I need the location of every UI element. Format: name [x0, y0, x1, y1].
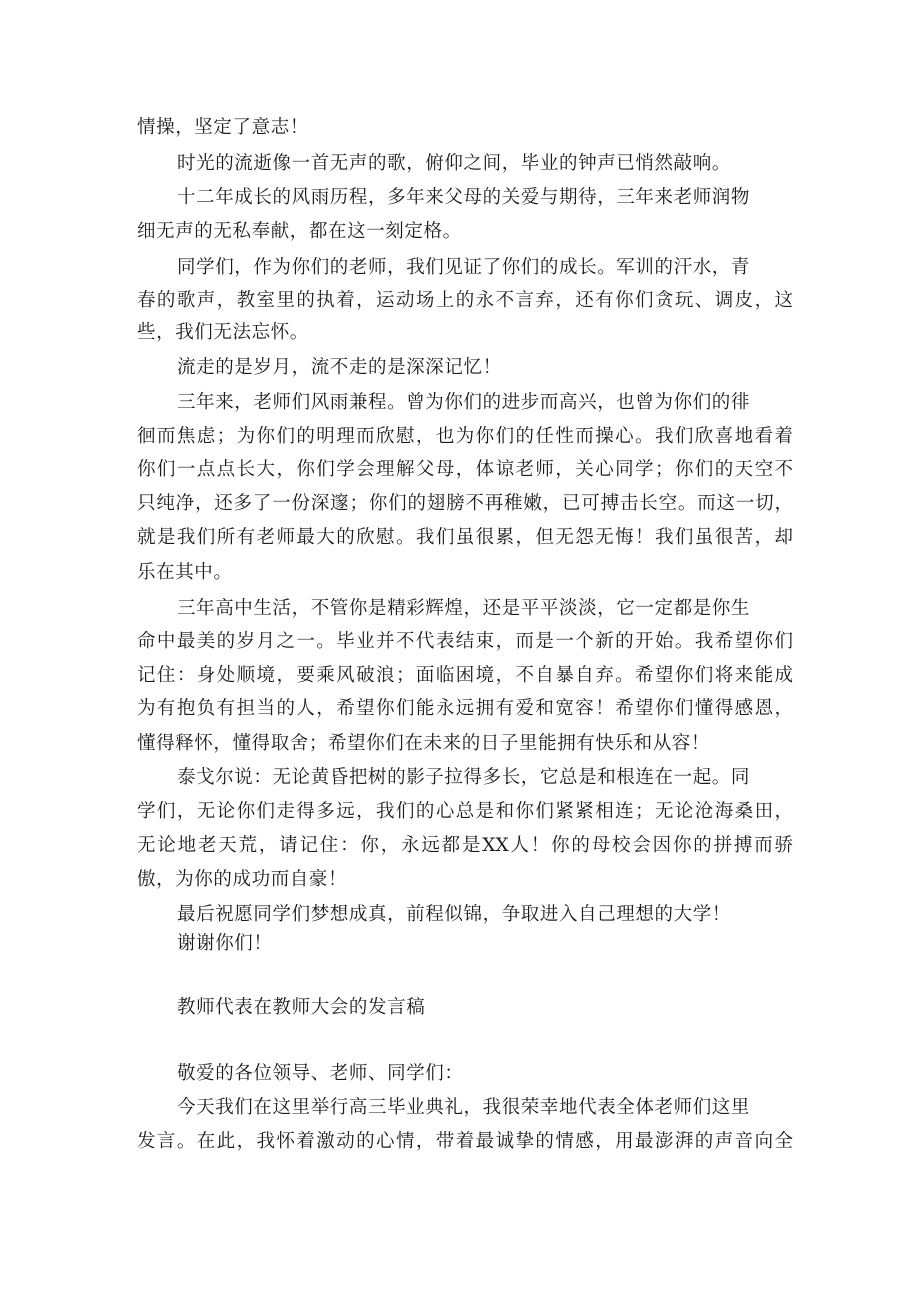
text-line: 懂得释怀，懂得取舍；希望你们在未来的日子里能拥有快乐和从容！ [137, 733, 711, 754]
text-line: 三年来，老师们风雨兼程。曾为你们的进步而高兴，也曾为你们的徘 [177, 392, 751, 413]
text-line: 谢谢你们！ [177, 933, 273, 954]
text-line: 情操，坚定了意志！ [137, 117, 309, 138]
text-line: 徊而焦虑；为你们的明理而欣慰，也为你们的任性而操心。我们欣喜地看着 [137, 426, 793, 447]
text-line: 泰戈尔说：无论黄昏把树的影子拉得多长，它总是和根连在一起。同 [177, 767, 751, 788]
text-line: 记住：身处顺境，要乘风破浪；面临困境，不自暴自弃。希望你们将来能成 [137, 665, 793, 686]
text-line: 乐在其中。 [137, 562, 233, 583]
text-line: 今天我们在这里举行高三毕业典礼，我很荣幸地代表全体老师们这里 [177, 1097, 751, 1118]
text-line: 最后祝愿同学们梦想成真，前程似锦，争取进入自己理想的大学！ [177, 904, 731, 925]
text-line: 就是我们所有老师最大的欣慰。我们虽很累，但无怨无悔！我们虽很苦，却 [137, 527, 793, 548]
text-line: 些，我们无法忘怀。 [137, 322, 309, 343]
section-title: 教师代表在教师大会的发言稿 [177, 997, 426, 1018]
text-line: 发言。在此，我怀着激动的心情，带着最诚挚的情感，用最澎湃的声音向全 [137, 1131, 793, 1152]
text-line: 十二年成长的风雨历程，多年来父母的关爱与期待，三年来老师润物 [177, 187, 751, 208]
text-line: 只纯净，还多了一份深邃；你们的翅膀不再稚嫩，已可搏击长空。而这一切， [137, 493, 793, 514]
text-line: 学们，无论你们走得多远，我们的心总是和你们紧紧相连；无论沧海桑田， [137, 801, 793, 822]
text-line: 流走的是岁月，流不走的是深深记忆！ [177, 357, 502, 378]
text-line: 细无声的无私奉献，都在这一刻定格。 [137, 221, 462, 242]
text-line: 命中最美的岁月之一。毕业并不代表结束，而是一个新的开始。我希望你们 [137, 631, 793, 652]
text-line: 时光的流逝像一首无声的歌，俯仰之间，毕业的钟声已悄然敲响。 [177, 153, 731, 174]
text-line: 春的歌声，教室里的执着，运动场上的永不言弃，还有你们贪玩、调皮，这 [137, 290, 793, 311]
text-line: 同学们，作为你们的老师，我们见证了你们的成长。军训的汗水，青 [177, 257, 751, 278]
text-line: 无论地老天荒，请记住：你，永远都是XX人！你的母校会因你的拼搏而骄 [137, 835, 793, 856]
salutation: 敬爱的各位领导、老师、同学们： [177, 1063, 464, 1084]
text-line: 为有抱负有担当的人，希望你们能永远拥有爱和宽容！希望你们懂得感恩， [137, 698, 793, 719]
text-line: 傲，为你的成功而自豪！ [137, 869, 348, 890]
text-line: 三年高中生活，不管你是精彩辉煌，还是平平淡淡，它一定都是你生 [177, 598, 751, 619]
text-line: 你们一点点长大，你们学会理解父母，体谅老师，关心同学；你们的天空不 [137, 459, 793, 480]
